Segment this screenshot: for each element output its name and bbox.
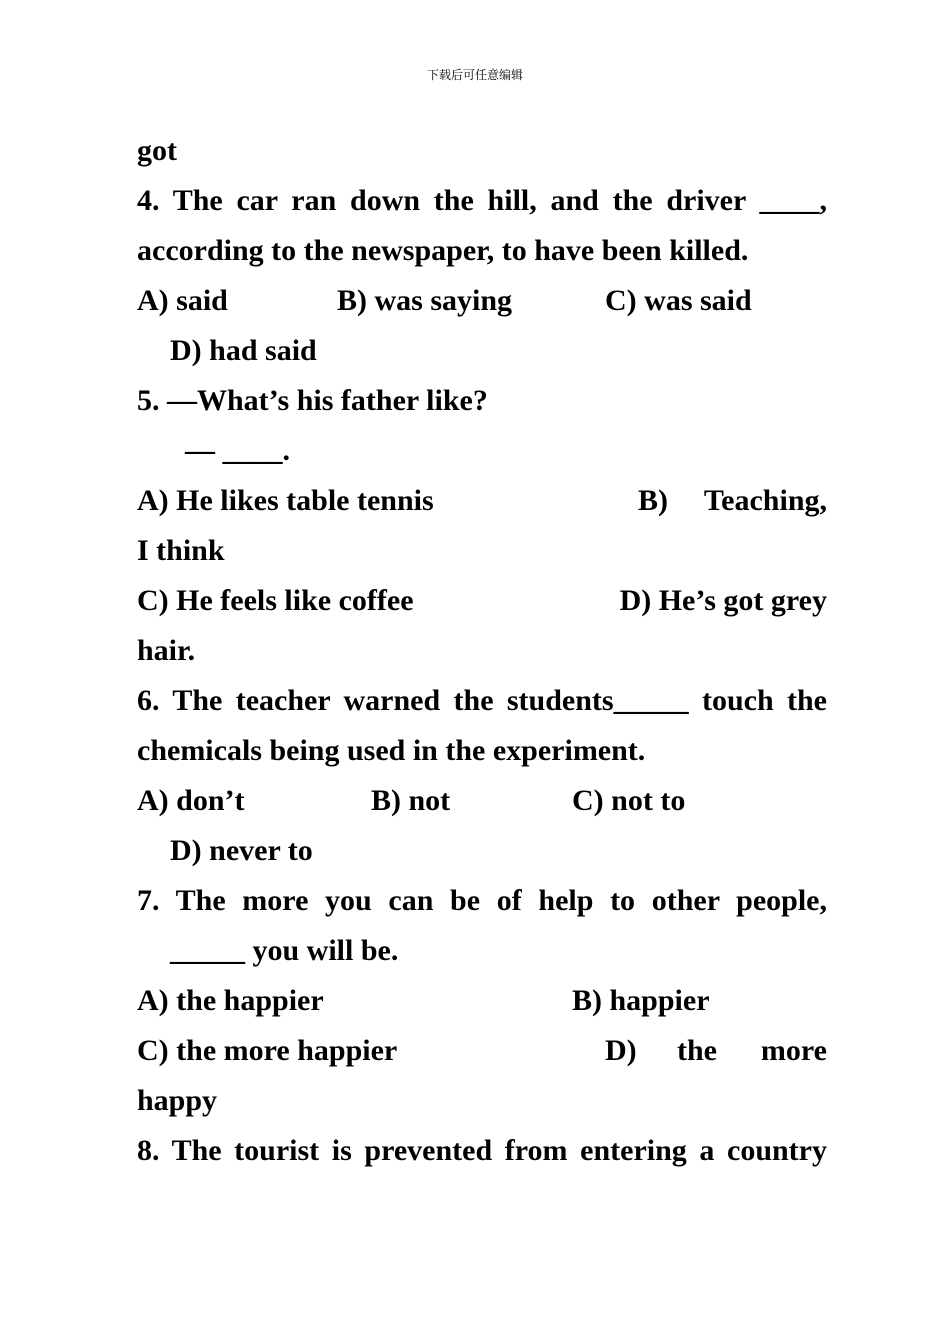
option-b: B) happier: [572, 984, 710, 1017]
option-c: C) not to: [572, 784, 686, 817]
question-7-stem: 7. The more you can be of help to other people,: [137, 884, 827, 917]
question-7-options-row-2: [137, 1026, 827, 1076]
option-d-word: the: [677, 1034, 717, 1067]
option-b-cont: I think: [137, 534, 225, 567]
question-4-stem-cont: according to the newspaper, to have been killed.: [137, 234, 749, 267]
option-d: D) had said: [170, 334, 317, 367]
option-d: D) He’s got grey: [619, 584, 827, 617]
question-4-options-row: [137, 276, 827, 326]
option-d-word: more: [760, 1034, 827, 1067]
option-d-cont: hair.: [137, 634, 196, 667]
option-a: A) He likes table tennis: [137, 484, 434, 517]
option-b-letter: B): [638, 484, 668, 517]
question-5-stem: 5. —What’s his father like?: [137, 384, 488, 417]
option-c: C) was said: [605, 284, 752, 317]
option-b: B) not: [371, 784, 451, 817]
question-7-options-row-1: [137, 976, 827, 1026]
option-a: A) don’t: [137, 784, 245, 817]
question-6-options-row: [137, 776, 827, 826]
option-a: A) said: [137, 284, 228, 317]
question-7-stem-cont: _____ you will be.: [170, 934, 399, 967]
option-c: C) the more happier: [137, 1034, 398, 1067]
option-d-letter: D): [605, 1034, 637, 1067]
question-6-stem-cont: chemicals being used in the experiment.: [137, 734, 646, 767]
option-c: C) He feels like coffee: [137, 584, 414, 617]
question-5-options-row-2: [137, 576, 827, 626]
question-8-stem: 8. The tourist is prevented from entering a country: [137, 1134, 827, 1167]
text-line: got: [137, 134, 177, 167]
page-header: 下载后可任意编辑: [426, 68, 523, 82]
option-d: D) never to: [170, 834, 313, 867]
option-b: B) was saying: [337, 284, 513, 317]
option-a: A) the happier: [137, 984, 324, 1017]
option-d-cont: happy: [137, 1084, 218, 1117]
option-b-text: Teaching,: [703, 484, 827, 517]
question-5-answer: — ____.: [185, 434, 290, 467]
question-4-stem: 4. The car ran down the hill, and the driver ____,: [137, 184, 827, 217]
question-5-options-row-1: [137, 476, 827, 526]
question-6-stem: 6. The teacher warned the students_____ touch the: [137, 684, 827, 717]
